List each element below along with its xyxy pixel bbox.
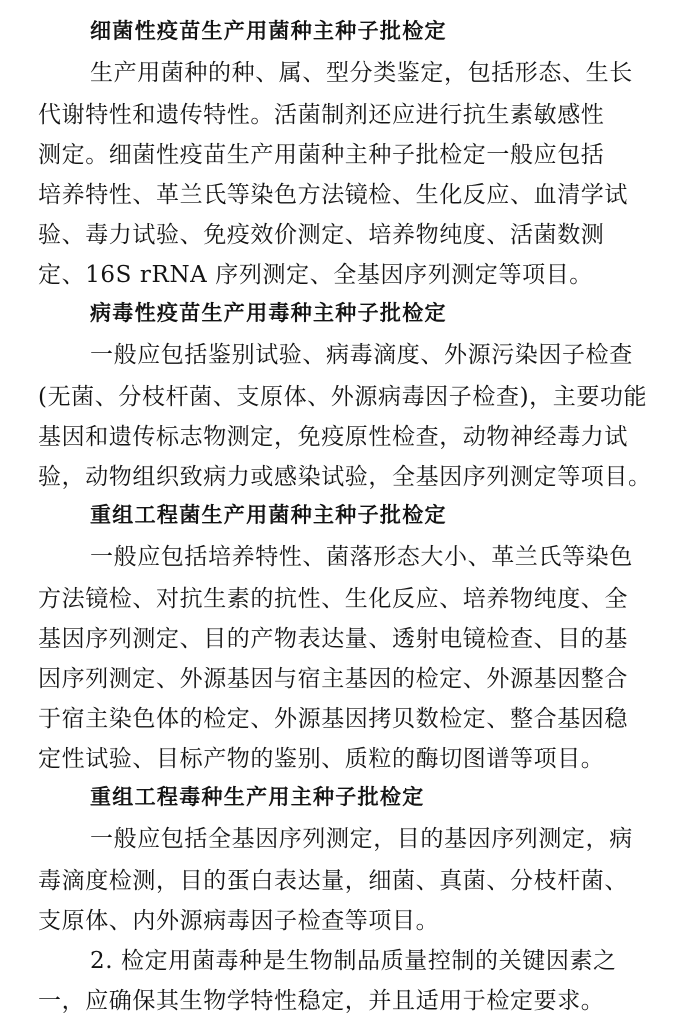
paragraph-line: 一般应包括全基因序列测定，目的基因序列测定，病 xyxy=(90,826,633,852)
paragraph-line: 定、16S rRNA 序列测定、全基因序列测定等项目。 xyxy=(38,262,593,288)
section-heading-recombinant-bacteria: 重组工程菌生产用菌种主种子批检定 xyxy=(90,503,447,527)
numbered-paragraph-line: 2. 检定用菌毒种是生物制品质量控制的关键因素之 xyxy=(90,948,617,974)
paragraph-line: 一般应包括培养特性、菌落形态大小、革兰氏等染色 xyxy=(90,544,633,570)
paragraph-line: 方法镜检、对抗生素的抗性、生化反应、培养物纯度、全 xyxy=(38,586,628,612)
paragraph-line: 测定。细菌性疫苗生产用菌种主种子批检定一般应包括 xyxy=(38,142,605,168)
paragraph-line: 基因和遗传标志物测定，免疫原性检查，动物神经毒力试 xyxy=(38,424,628,450)
paragraph-line: (无菌、分枝杆菌、支原体、外源病毒因子检查)，主要功能 xyxy=(38,384,648,410)
paragraph-line: 毒滴度检测，目的蛋白表达量，细菌、真菌、分枝杆菌、 xyxy=(38,868,628,894)
paragraph-line: 支原体、内外源病毒因子检查等项目。 xyxy=(38,908,440,934)
paragraph-line: 因序列测定、外源基因与宿主基因的检定、外源基因整合 xyxy=(38,666,628,692)
paragraph-line: 基因序列测定、目的产物表达量、透射电镜检查、目的基 xyxy=(38,626,628,652)
section-heading-bacterial-vaccine: 细菌性疫苗生产用菌种主种子批检定 xyxy=(90,19,447,43)
paragraph-line: 代谢特性和遗传特性。活菌制剂还应进行抗生素敏感性 xyxy=(38,102,605,128)
paragraph-line: 生产用菌种的种、属、型分类鉴定，包括形态、生长 xyxy=(90,60,633,86)
numbered-paragraph-line: 一，应确保其生物学特性稳定，并且适用于检定要求。 xyxy=(38,988,605,1014)
paragraph-line: 一般应包括鉴别试验、病毒滴度、外源污染因子检查 xyxy=(90,342,633,368)
section-heading-recombinant-virus: 重组工程毒种生产用主种子批检定 xyxy=(90,785,425,809)
paragraph-line: 验，动物组织致病力或感染试验，全基因序列测定等项目。 xyxy=(38,464,652,490)
paragraph-line: 培养特性、革兰氏等染色方法镜检、生化反应、血清学试 xyxy=(38,182,628,208)
paragraph-line: 定性试验、目标产物的鉴别、质粒的酶切图谱等项目。 xyxy=(38,746,605,772)
section-heading-viral-vaccine: 病毒性疫苗生产用毒种主种子批检定 xyxy=(90,301,447,325)
paragraph-line: 于宿主染色体的检定、外源基因拷贝数检定、整合基因稳 xyxy=(38,706,628,732)
paragraph-line: 验、毒力试验、免疫效价测定、培养物纯度、活菌数测 xyxy=(38,222,605,248)
